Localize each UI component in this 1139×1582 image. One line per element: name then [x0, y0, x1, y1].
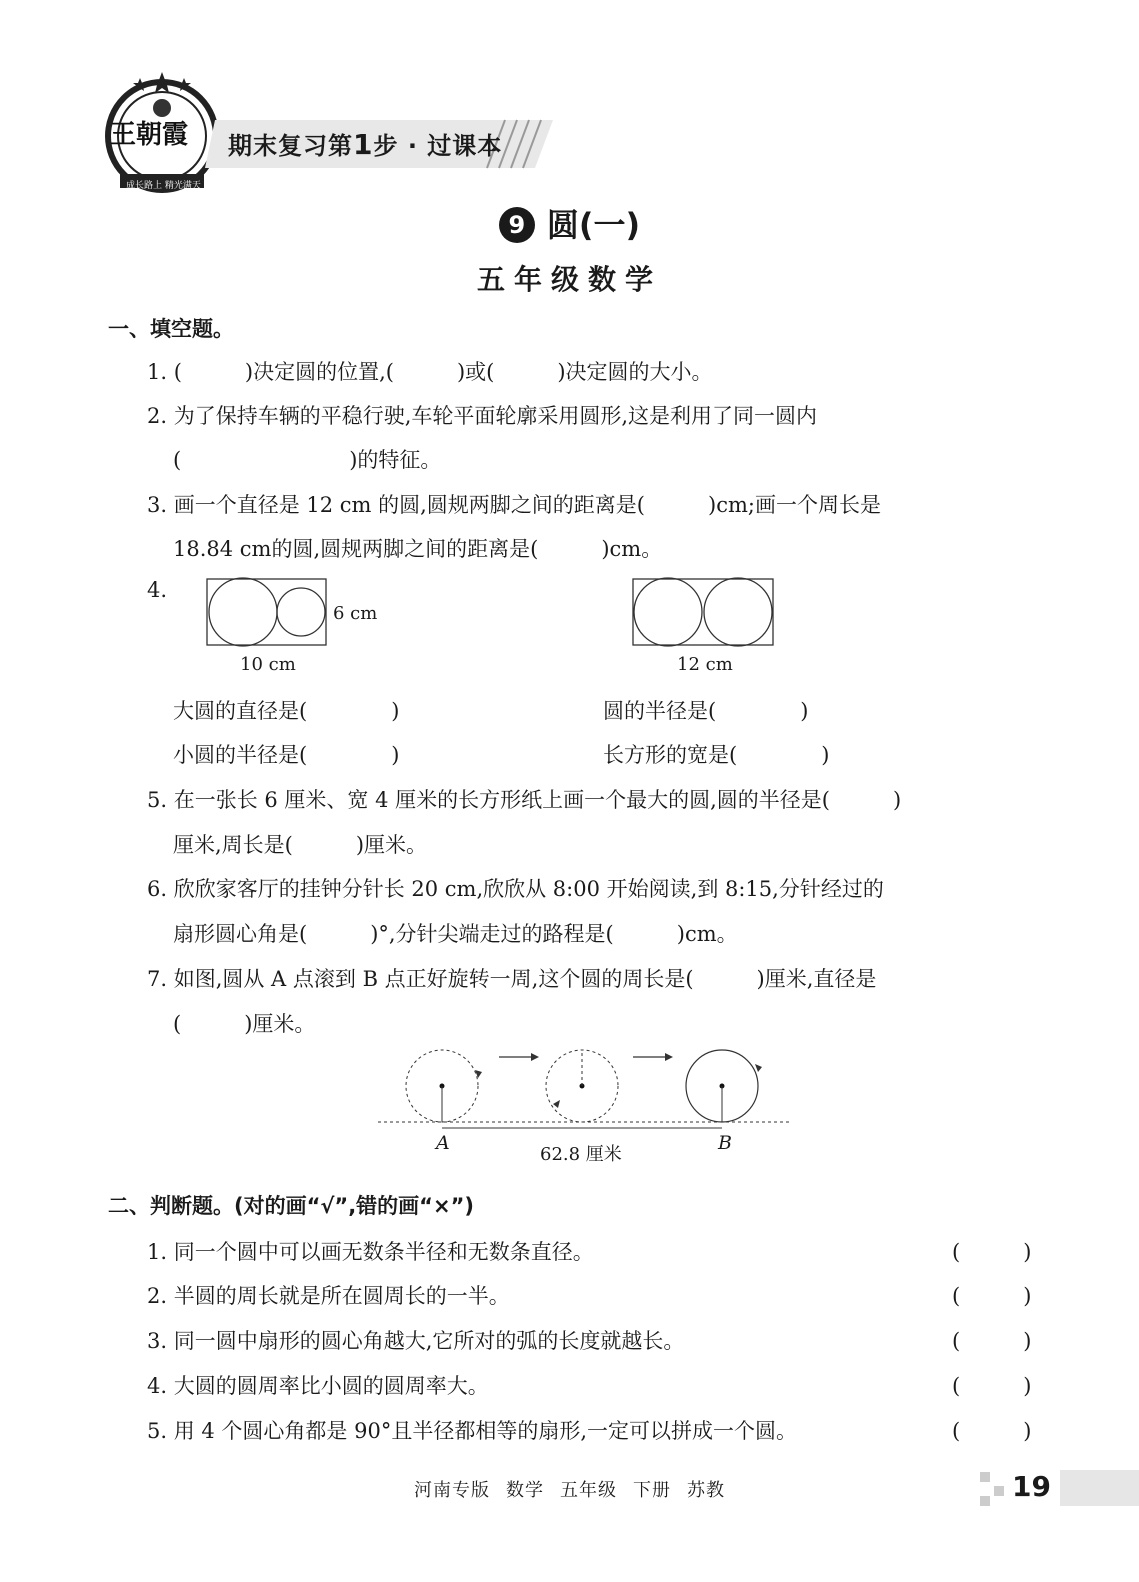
- judge-item-3: 3. 同一圆中扇形的圆心角越大,它所对的弧的长度就越长。: [147, 1329, 685, 1353]
- question-2-line1: 2. 为了保持车辆的平稳行驶,车轮平面轮廓采用圆形,这是利用了同一圆内: [147, 404, 818, 428]
- logo-text: 王朝霞: [110, 120, 189, 150]
- judge-item-1: 1. 同一个圆中可以画无数条半径和无数条直径。: [147, 1240, 594, 1264]
- footer-decor: [980, 1472, 990, 1482]
- footer: 河南专版 数学 五年级 下册 苏教: [414, 1480, 725, 1501]
- judge-item-4: 4. 大圆的圆周率比小圆的圆周率大。: [147, 1374, 489, 1398]
- page-number-bar: [1060, 1470, 1139, 1506]
- judge-item-2: 2. 半圆的周长就是所在圆周长的一半。: [147, 1284, 510, 1308]
- question-3-line1: 3. 画一个直径是 12 cm 的圆,圆规两脚之间的距离是( )cm;画一个周长是: [147, 493, 881, 517]
- question-2-line2: ( )的特征。: [173, 448, 442, 472]
- figure-rect-two-circles: [204, 576, 330, 648]
- judge-answer-5: ( ): [952, 1419, 1032, 1443]
- header-banner-text: 期末复习第1步 · 过课本: [228, 128, 503, 161]
- section1-heading: 一、填空题。: [108, 317, 234, 341]
- question-5-line1: 5. 在一张长 6 厘米、宽 4 厘米的长方形纸上画一个最大的圆,圆的半径是( ): [147, 788, 902, 812]
- question-4-number: 4.: [147, 578, 168, 602]
- fig1-height-label: 6 cm: [333, 603, 378, 624]
- footer-decor: [994, 1486, 1004, 1496]
- question-6-line2: 扇形圆心角是( )°,分针尖端走过的路程是( )cm。: [173, 922, 738, 946]
- judge-answer-1: ( ): [952, 1240, 1032, 1264]
- question-6-line1: 6. 欣欣家客厅的挂钟分针长 20 cm,欣欣从 8:00 开始阅读,到 8:15,分针经过的: [147, 877, 884, 901]
- judge-item-5: 5. 用 4 个圆心角都是 90°且半径都相等的扇形,一定可以拼成一个圆。: [147, 1419, 797, 1443]
- logo-motto: 成长路上 精光满天: [126, 181, 201, 191]
- footer-decor: [980, 1496, 990, 1506]
- page-subtitle: 五年级数学: [476, 263, 662, 296]
- fig1-width-label: 10 cm: [240, 654, 296, 675]
- question-4b: 小圆的半径是( ): [173, 743, 400, 767]
- chapter-number-badge: 9: [499, 207, 535, 243]
- judge-answer-2: ( ): [952, 1284, 1032, 1308]
- page-number: 19: [1012, 1470, 1051, 1503]
- judge-answer-4: ( ): [952, 1374, 1032, 1398]
- question-7-line2: ( )厘米。: [173, 1012, 316, 1036]
- question-3-line2: 18.84 cm的圆,圆规两脚之间的距离是( )cm。: [173, 537, 663, 561]
- question-7-line1: 7. 如图,圆从 A 点滚到 B 点正好旋转一周,这个圆的周长是( )厘米,直径是: [147, 967, 877, 991]
- point-a-label: A: [436, 1132, 450, 1154]
- figure-rolling-circle: [375, 1040, 795, 1130]
- page-title: 9 圆(一): [0, 200, 1139, 246]
- distance-label: 62.8 厘米: [540, 1144, 622, 1165]
- point-b-label: B: [718, 1132, 732, 1154]
- question-4a: 大圆的直径是( ): [173, 699, 400, 723]
- section2-heading: 二、判断题。(对的画“√”,错的画“×”): [108, 1194, 474, 1218]
- question-4c: 圆的半径是( ): [603, 699, 809, 723]
- judge-answer-3: ( ): [952, 1329, 1032, 1353]
- question-1: 1. ( )决定圆的位置,( )或( )决定圆的大小。: [147, 360, 713, 384]
- question-5-line2: 厘米,周长是( )厘米。: [173, 833, 428, 857]
- question-4d: 长方形的宽是( ): [603, 743, 830, 767]
- fig2-width-label: 12 cm: [677, 654, 733, 675]
- figure-rect-equal-circles: [630, 576, 776, 648]
